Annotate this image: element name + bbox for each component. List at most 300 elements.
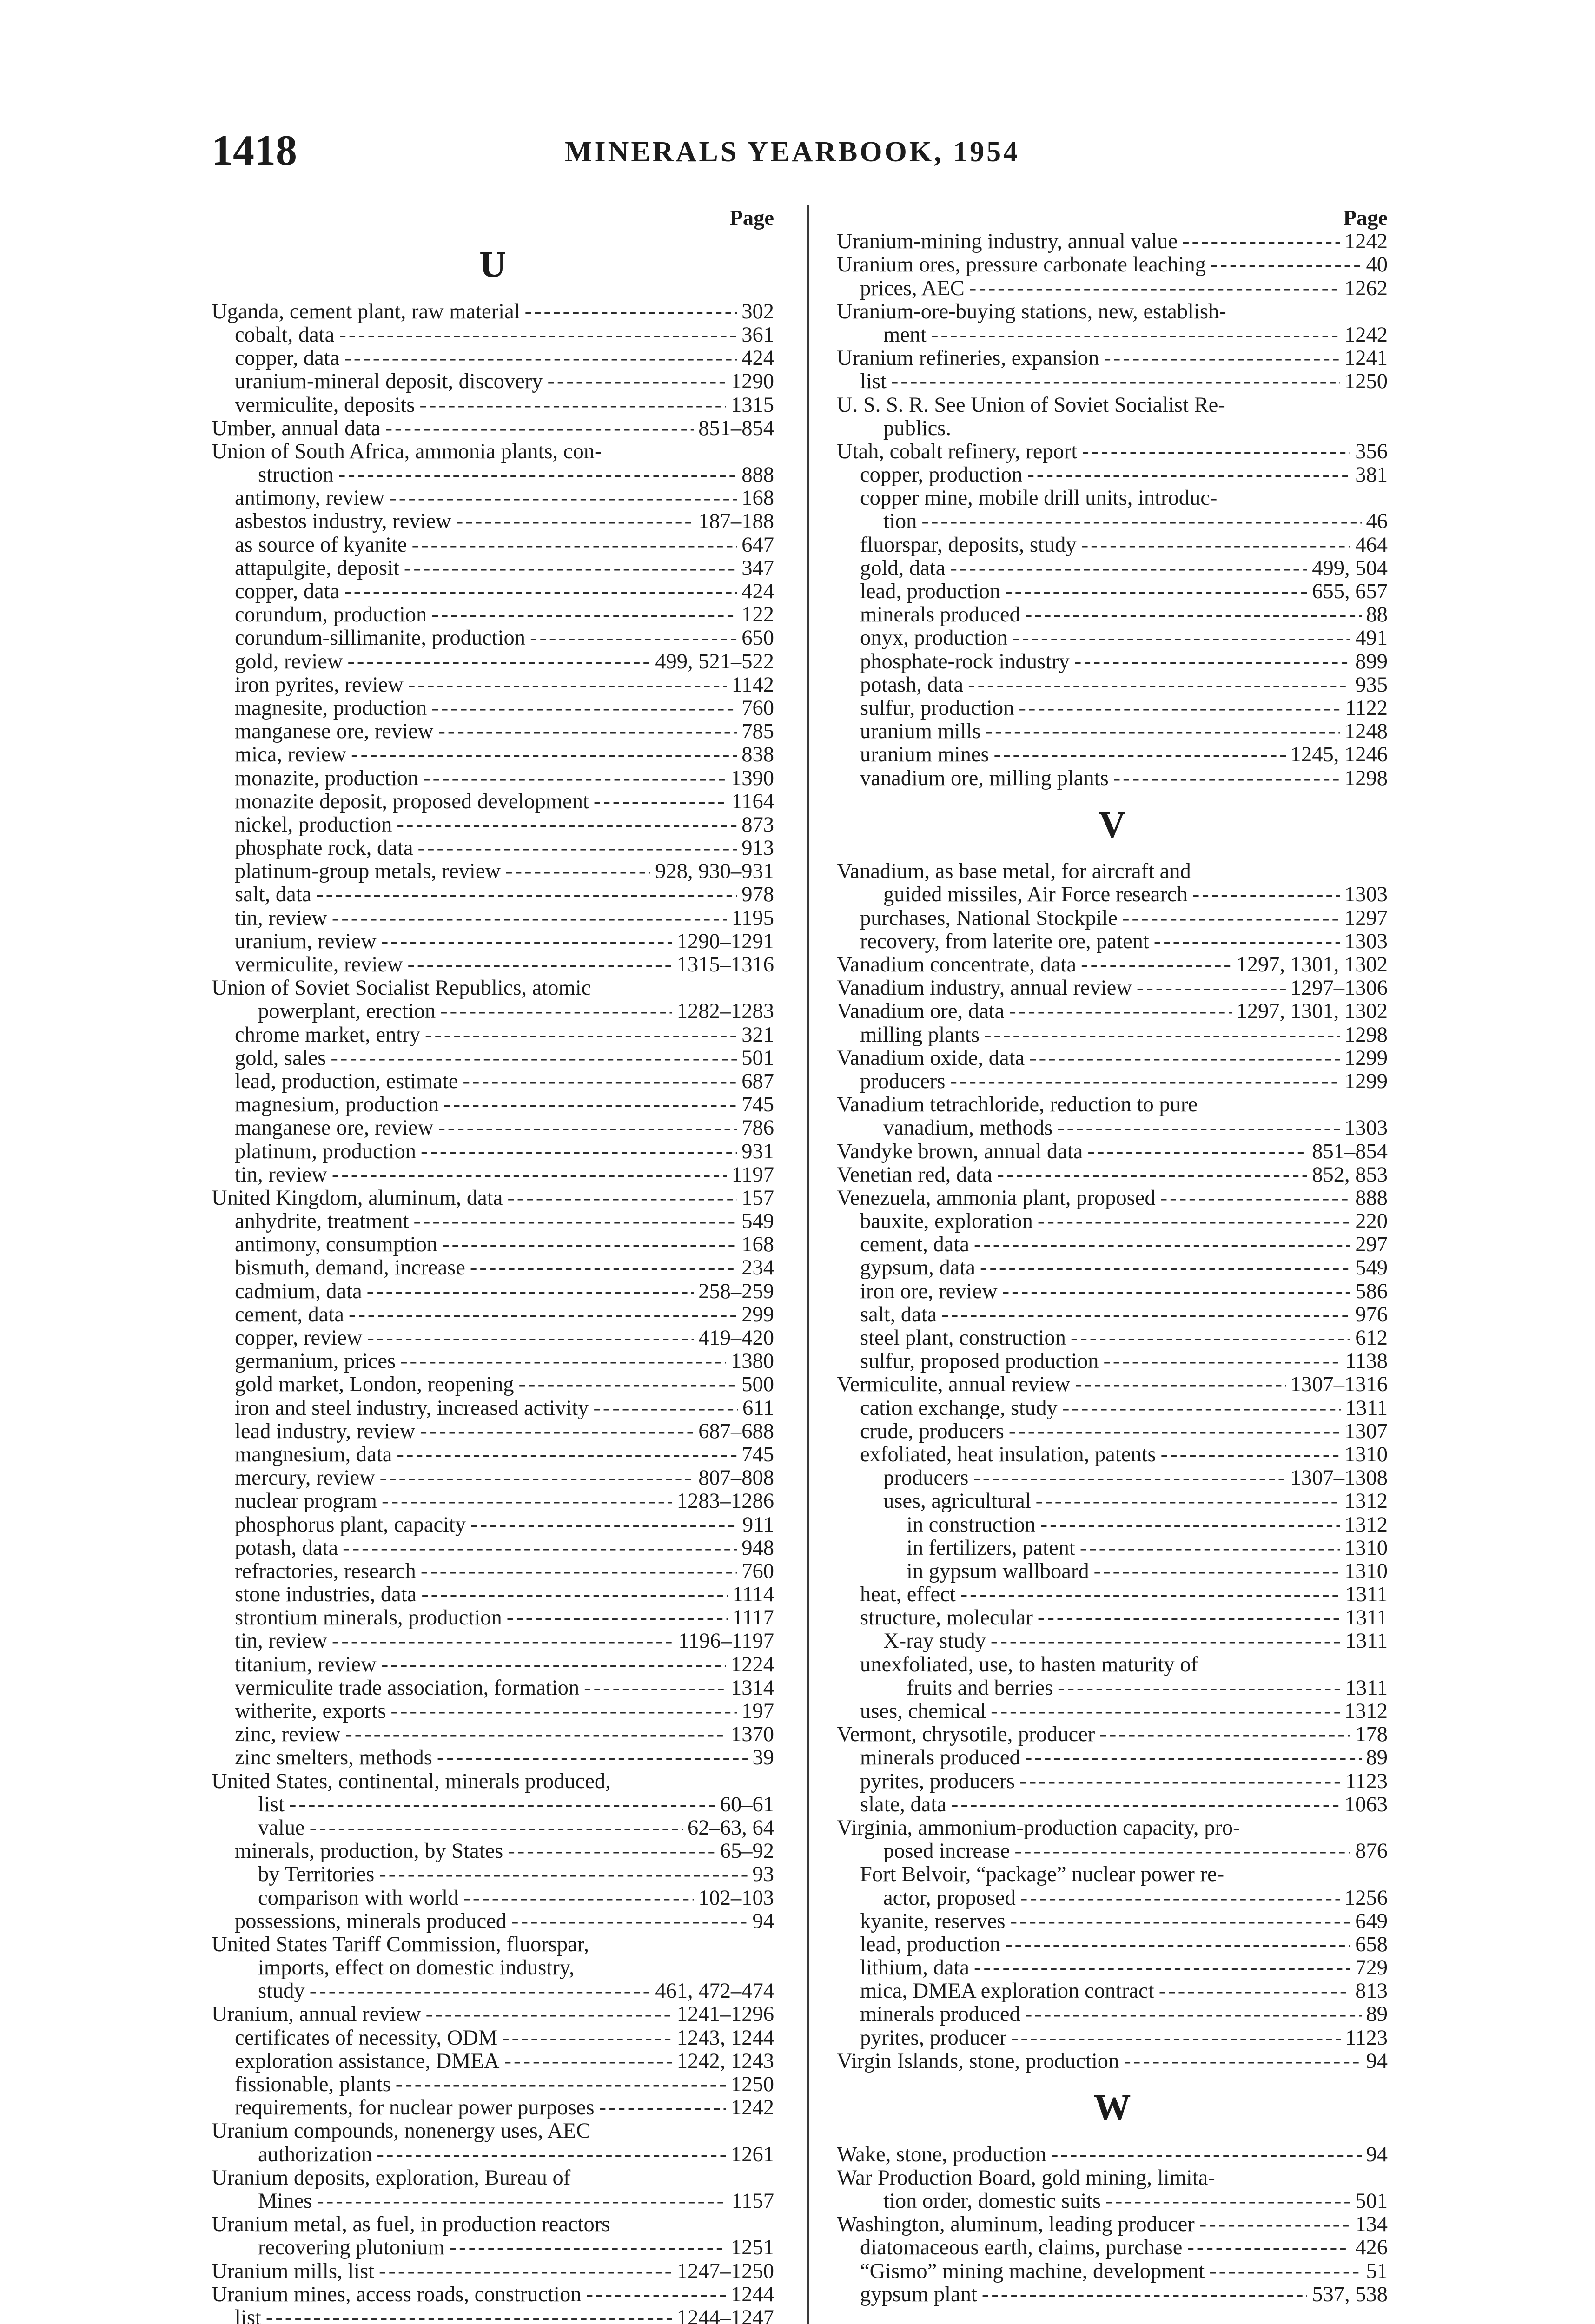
index-entry	[837, 1793, 1388, 1816]
page-reference: 1314	[731, 1676, 774, 1700]
leader-dots	[413, 1210, 737, 1233]
index-entry	[837, 394, 1388, 417]
index-entry	[212, 580, 774, 603]
index-entry	[837, 1116, 1388, 1140]
index-entry	[212, 790, 774, 813]
page-reference: 888	[741, 463, 774, 487]
index-entry	[837, 860, 1388, 883]
leader-dots	[507, 1606, 728, 1630]
index-entry	[212, 743, 774, 766]
entry-text: United States, continental, minerals produced,	[212, 1769, 611, 1793]
index-entry	[837, 487, 1388, 510]
page-reference: 1315	[731, 393, 774, 417]
index-entry	[837, 883, 1388, 906]
index-entry	[837, 347, 1388, 370]
page-reference: 1117	[732, 1606, 774, 1630]
page-reference: 1251	[731, 2236, 774, 2260]
leader-dots	[1211, 253, 1361, 277]
page-reference: 786	[741, 1116, 774, 1140]
entry-text: Uranium ores, pressure carbonate leaching	[837, 253, 1206, 277]
entry-text: Union of South Africa, ammonia plants, con-	[212, 439, 602, 463]
leader-dots	[1025, 603, 1362, 627]
page-reference: 745	[741, 1442, 774, 1466]
leader-dots	[941, 1303, 1350, 1327]
entry-text: magnesite, production	[235, 696, 427, 720]
entry-text: gold, data	[860, 556, 946, 580]
entry-text: cement, data	[235, 1302, 344, 1327]
entry-text: Venetian red, data	[837, 1162, 993, 1187]
page-reference: 1290–1291	[676, 929, 774, 953]
page-reference: 197	[741, 1699, 774, 1723]
entry-text: bauxite, exploration	[860, 1209, 1033, 1234]
index-entry	[212, 860, 774, 883]
index-entry	[212, 1887, 774, 1910]
index-entry	[837, 767, 1388, 790]
page-column-label: Page	[729, 206, 774, 230]
index-entry	[212, 977, 774, 1000]
entry-text: minerals produced	[860, 603, 1020, 627]
page-reference: 501	[1355, 2189, 1388, 2213]
page-reference: 888	[1355, 1186, 1388, 1210]
index-entry	[212, 1093, 774, 1116]
leader-dots	[423, 767, 726, 790]
leader-dots	[421, 1560, 737, 1583]
index-entry	[212, 1770, 774, 1793]
entry-text: magnesium, production	[235, 1093, 439, 1117]
leader-dots	[502, 2027, 672, 2050]
entry-text: Vanadium concentrate, data	[837, 953, 1077, 977]
leader-dots	[547, 370, 726, 393]
entry-text: vermiculite, deposits	[235, 393, 415, 417]
index-entry	[837, 2143, 1388, 2166]
index-entry	[212, 1116, 774, 1140]
page-reference: 1123	[1345, 1769, 1388, 1793]
leader-dots	[525, 300, 737, 324]
page-reference: 1242	[1344, 230, 1388, 254]
page-reference: 935	[1355, 673, 1388, 697]
index-entry	[212, 1677, 774, 1700]
index-entry	[212, 650, 774, 673]
page-reference: 500	[741, 1373, 774, 1397]
index-entry	[212, 1233, 774, 1256]
entry-text: Vermiculite, annual review	[837, 1373, 1071, 1397]
index-entry	[212, 1560, 774, 1583]
leader-dots	[431, 603, 737, 627]
leader-dots	[968, 673, 1350, 697]
index-entry	[212, 720, 774, 743]
leader-dots	[345, 1723, 726, 1746]
entry-text: minerals, production, by States	[235, 1839, 503, 1863]
index-entry	[837, 1746, 1388, 1769]
entry-text: copper, data	[235, 580, 340, 604]
page-reference: 157	[741, 1186, 774, 1210]
leader-dots	[594, 790, 727, 813]
section-letter: V	[1099, 804, 1126, 845]
index-entry	[212, 487, 774, 510]
entry-text: authorization	[258, 2142, 372, 2166]
index-entry	[837, 2283, 1388, 2306]
index-entry	[837, 1466, 1388, 1490]
index-entry	[212, 1466, 774, 1490]
leader-dots	[969, 277, 1340, 300]
page-reference: 187–188	[698, 509, 774, 534]
index-entry	[837, 603, 1388, 627]
index-entry	[212, 510, 774, 533]
index-entry	[212, 930, 774, 953]
entry-text: value	[258, 1816, 305, 1840]
page-reference: 852, 853	[1312, 1162, 1388, 1187]
page-reference: 1243, 1244	[676, 2026, 774, 2050]
entry-text: germanium, prices	[235, 1349, 396, 1373]
leader-dots	[1082, 440, 1350, 463]
entry-text: gypsum, data	[860, 1256, 975, 1280]
page-reference: 1390	[731, 766, 774, 790]
leader-dots	[1062, 1397, 1341, 1420]
leader-dots	[1009, 1420, 1340, 1443]
leader-dots	[991, 1630, 1341, 1653]
page-reference: 321	[741, 1023, 774, 1047]
index-entry	[212, 2283, 774, 2306]
index-entry	[837, 953, 1388, 977]
page-reference: 424	[741, 346, 774, 370]
page-reference: 873	[741, 812, 774, 837]
page-reference: 1297–1306	[1290, 976, 1388, 1000]
index-entry	[212, 300, 774, 324]
page-reference: 381	[1355, 463, 1388, 487]
entry-text: prices, AEC	[860, 276, 965, 300]
page-reference: 1310	[1344, 1559, 1388, 1583]
leader-dots	[338, 463, 737, 487]
index-entry	[837, 557, 1388, 580]
leader-dots	[980, 1256, 1350, 1280]
page-reference: 1312	[1344, 1699, 1388, 1723]
entry-text: vanadium ore, milling plants	[860, 766, 1109, 790]
entry-text: uranium mines	[860, 743, 989, 767]
page-reference: 46	[1366, 509, 1388, 534]
page-reference: 65–92	[720, 1839, 774, 1863]
index-entry	[837, 1280, 1388, 1303]
leader-dots	[377, 2143, 726, 2166]
leader-dots	[379, 1863, 748, 1886]
index-entry	[837, 1023, 1388, 1047]
entry-text: cement, data	[860, 1233, 969, 1257]
leader-dots	[412, 534, 737, 557]
index-entry	[837, 2166, 1388, 2190]
entry-text: “Gismo” mining machine, development	[860, 2259, 1205, 2283]
leader-dots	[1005, 580, 1307, 603]
index-entry	[837, 697, 1388, 720]
entry-text: in gypsum wallboard	[907, 1559, 1089, 1583]
leader-dots	[1058, 1677, 1341, 1700]
leader-dots	[440, 1000, 672, 1023]
leader-dots	[1160, 1187, 1351, 1210]
entry-text: tion order, domestic suits	[883, 2189, 1101, 2213]
entry-text: Vanadium industry, annual review	[837, 976, 1132, 1000]
index-entry	[212, 1443, 774, 1466]
index-entry	[212, 1723, 774, 1746]
leader-dots	[1020, 1887, 1340, 1910]
page-reference: 1241	[1344, 346, 1388, 370]
index-entry	[837, 1443, 1388, 1466]
leader-dots	[400, 1350, 726, 1373]
page-reference: 928, 930–931	[655, 859, 774, 884]
page-reference: 760	[741, 696, 774, 720]
leader-dots	[382, 1490, 672, 1513]
index-entry	[212, 1746, 774, 1769]
page-reference: 1370	[731, 1723, 774, 1747]
entry-text: X-ray study	[883, 1629, 986, 1653]
index-entry	[212, 2166, 774, 2190]
leader-dots	[1010, 1910, 1350, 1933]
leader-dots	[1199, 2213, 1350, 2236]
leader-dots	[974, 1956, 1350, 1980]
entry-text: copper, production	[860, 463, 1023, 487]
index-entry	[837, 2003, 1388, 2026]
page-reference: 94	[1366, 2049, 1388, 2073]
entry-text: uses, agricultural	[883, 1489, 1031, 1513]
entry-text: manganese ore, review	[235, 720, 434, 744]
entry-text: uranium, review	[235, 929, 377, 953]
index-entry	[837, 1606, 1388, 1630]
page-reference: 94	[752, 1909, 774, 1933]
entry-text: Vanadium ore, data	[837, 999, 1005, 1023]
leader-dots	[425, 1023, 737, 1047]
leader-dots	[921, 510, 1361, 533]
page-reference: 94	[1366, 2142, 1388, 2166]
entry-text: milling plants	[860, 1023, 980, 1047]
entry-text: list	[258, 1792, 285, 1816]
entry-text: zinc smelters, methods	[235, 1746, 432, 1770]
page-reference: 1063	[1344, 1792, 1388, 1816]
page-reference: 913	[741, 836, 774, 860]
leader-dots	[1074, 650, 1351, 673]
page-reference: 760	[741, 1559, 774, 1583]
index-entry	[212, 1700, 774, 1723]
entry-text: as source of kyanite	[235, 533, 407, 557]
leader-dots	[1081, 953, 1231, 977]
leader-dots	[891, 370, 1340, 393]
leader-dots	[380, 1466, 694, 1490]
page-reference: 1307	[1344, 1419, 1388, 1443]
page-reference: 1310	[1344, 1536, 1388, 1560]
entry-text: Union of Soviet Socialist Republics, atomic	[212, 976, 591, 1000]
leader-dots	[266, 2306, 672, 2324]
entry-text: Uranium compounds, nonenergy uses, AEC	[212, 2119, 591, 2143]
entry-text: vanadium, methods	[883, 1116, 1053, 1140]
index-entry	[837, 1420, 1388, 1443]
page-reference: 1164	[731, 789, 774, 813]
leader-dots	[1005, 1933, 1350, 1956]
leader-dots	[344, 580, 737, 603]
page-reference: 948	[741, 1536, 774, 1560]
leader-dots	[1161, 1443, 1340, 1466]
entry-text: potash, data	[860, 673, 964, 697]
entry-text: monazite, production	[235, 766, 419, 790]
index-entry	[212, 394, 774, 417]
leader-dots	[1099, 1723, 1350, 1746]
entry-text: posed increase	[883, 1839, 1010, 1863]
entry-text: phosphorus plant, capacity	[235, 1512, 466, 1537]
entry-text: ment	[883, 323, 927, 347]
index-entry	[837, 1233, 1388, 1256]
leader-dots	[443, 1093, 737, 1116]
leader-dots	[586, 2283, 726, 2306]
index-entry	[212, 1863, 774, 1886]
page-reference: 1196–1197	[678, 1629, 774, 1653]
entry-text: in fertilizers, patent	[907, 1536, 1075, 1560]
index-entry	[212, 1303, 774, 1327]
page-reference: 1310	[1344, 1442, 1388, 1466]
index-entry	[212, 627, 774, 650]
page-reference: 419–420	[698, 1326, 774, 1350]
page-reference: 650	[741, 626, 774, 650]
entry-text: manganese ore, review	[235, 1116, 434, 1140]
leader-dots	[421, 1140, 737, 1163]
leader-dots	[438, 720, 737, 743]
leader-dots	[438, 1116, 737, 1140]
entry-text: witherite, exports	[235, 1699, 386, 1723]
page-reference: 1298	[1344, 1023, 1388, 1047]
index-entry	[837, 510, 1388, 533]
entry-text: onyx, production	[860, 626, 1008, 650]
leader-dots	[343, 1537, 737, 1560]
entry-text: mangnesium, data	[235, 1442, 392, 1466]
page-reference: 1261	[731, 2142, 774, 2166]
index-entry	[837, 1537, 1388, 1560]
index-entry	[212, 1630, 774, 1653]
leader-dots	[1113, 767, 1340, 790]
index-entry	[837, 440, 1388, 463]
page-reference: 102–103	[698, 1886, 774, 1910]
leader-dots	[593, 1397, 738, 1420]
index-entry	[212, 1956, 774, 1980]
leader-dots	[1036, 1490, 1340, 1513]
index-entry	[837, 277, 1388, 300]
page-reference: 1380	[731, 1349, 774, 1373]
entry-text: titanium, review	[235, 1652, 377, 1677]
page-reference: 1311	[1345, 1629, 1388, 1653]
entry-text: recovery, from laterite ore, patent	[860, 929, 1149, 953]
index-entry	[212, 813, 774, 837]
leader-dots	[1038, 1210, 1350, 1233]
page-reference: 1307–1308	[1290, 1466, 1388, 1490]
leader-dots	[1025, 1746, 1362, 1769]
page-reference: 549	[1355, 1256, 1388, 1280]
index-entry	[212, 1397, 774, 1420]
leader-dots	[332, 1630, 674, 1653]
leader-dots	[470, 1513, 738, 1537]
entry-text: requirements, for nuclear power purposes	[235, 2096, 595, 2120]
leader-dots	[1209, 2260, 1361, 2283]
entry-text: copper, data	[235, 346, 340, 370]
leader-dots	[1025, 2003, 1362, 2026]
leader-dots	[367, 1280, 694, 1303]
entry-text: platinum-group metals, review	[235, 859, 501, 884]
page-reference: 612	[1355, 1326, 1388, 1350]
index-entry	[837, 2050, 1388, 2073]
leader-dots	[508, 1840, 715, 1863]
page-reference: 647	[741, 533, 774, 557]
leader-dots	[507, 1187, 737, 1210]
index-entry	[212, 1210, 774, 1233]
leader-dots	[442, 1233, 737, 1256]
entry-text: copper mine, mobile drill units, introduc-	[860, 486, 1218, 510]
entry-text: fruits and berries	[907, 1676, 1053, 1700]
leader-dots	[1080, 1537, 1340, 1560]
index-entry	[212, 2096, 774, 2119]
index-entry	[212, 1420, 774, 1443]
entry-text: bismuth, demand, increase	[235, 1256, 465, 1280]
entry-text: U. S. S. R. See Union of Soviet Socialist Re-	[837, 393, 1225, 417]
page-reference: 93	[752, 1862, 774, 1887]
page-reference: 89	[1366, 1746, 1388, 1770]
leader-dots	[419, 394, 726, 417]
entry-text: Washington, aluminum, leading producer	[837, 2212, 1195, 2237]
page-reference: 501	[741, 1046, 774, 1070]
entry-text: kyanite, reserves	[860, 1909, 1006, 1933]
leader-dots	[991, 1700, 1340, 1723]
page-reference: 464	[1355, 533, 1388, 557]
index-entry	[212, 1840, 774, 1863]
entry-text: tion	[883, 509, 917, 534]
page-reference: 876	[1355, 1839, 1388, 1863]
entry-text: fissionable, plants	[235, 2073, 391, 2097]
page-reference: 1244	[731, 2282, 774, 2306]
leader-dots	[351, 743, 737, 766]
leader-dots	[470, 1256, 737, 1280]
leader-dots	[530, 627, 737, 650]
index-entry	[212, 2119, 774, 2143]
entry-text: steel plant, construction	[860, 1326, 1066, 1350]
index-entry	[837, 1887, 1388, 1910]
index-entry	[212, 1816, 774, 1840]
page-reference: 426	[1355, 2236, 1388, 2260]
index-entry	[212, 907, 774, 930]
index-entry	[837, 1513, 1388, 1537]
page-reference: 687	[741, 1069, 774, 1093]
index-entry	[212, 370, 774, 393]
leader-dots	[420, 1420, 694, 1443]
index-entry	[837, 1700, 1388, 1723]
leader-dots	[456, 510, 694, 533]
page-reference: 1123	[1345, 2026, 1388, 2050]
page-reference: 1283–1286	[676, 1489, 774, 1513]
page-reference: 1138	[1345, 1349, 1388, 1373]
entry-text: zinc, review	[235, 1723, 341, 1747]
page-reference: 1297, 1301, 1302	[1236, 953, 1388, 977]
leader-dots	[504, 2050, 672, 2073]
entry-text: stone industries, data	[235, 1583, 417, 1607]
index-entry	[212, 1070, 774, 1093]
page-reference: 1303	[1344, 883, 1388, 907]
entry-text: lead, production, estimate	[235, 1069, 458, 1093]
leader-dots	[986, 720, 1340, 743]
leader-dots	[951, 1793, 1340, 1816]
page-reference: 1262	[1344, 276, 1388, 300]
entry-text: phosphate rock, data	[235, 836, 413, 860]
index-entry	[212, 324, 774, 347]
index-entry	[837, 1560, 1388, 1583]
page-reference: 168	[741, 486, 774, 510]
leader-dots	[397, 1443, 737, 1466]
entry-text: Uranium, annual review	[212, 2002, 421, 2027]
index-entry	[212, 2073, 774, 2096]
leader-dots	[1094, 1560, 1340, 1583]
index-entry	[212, 2306, 774, 2324]
entry-text: Wake, stone, production	[837, 2142, 1046, 2166]
entry-text: actor, proposed	[883, 1886, 1016, 1910]
leader-dots	[1122, 907, 1340, 930]
